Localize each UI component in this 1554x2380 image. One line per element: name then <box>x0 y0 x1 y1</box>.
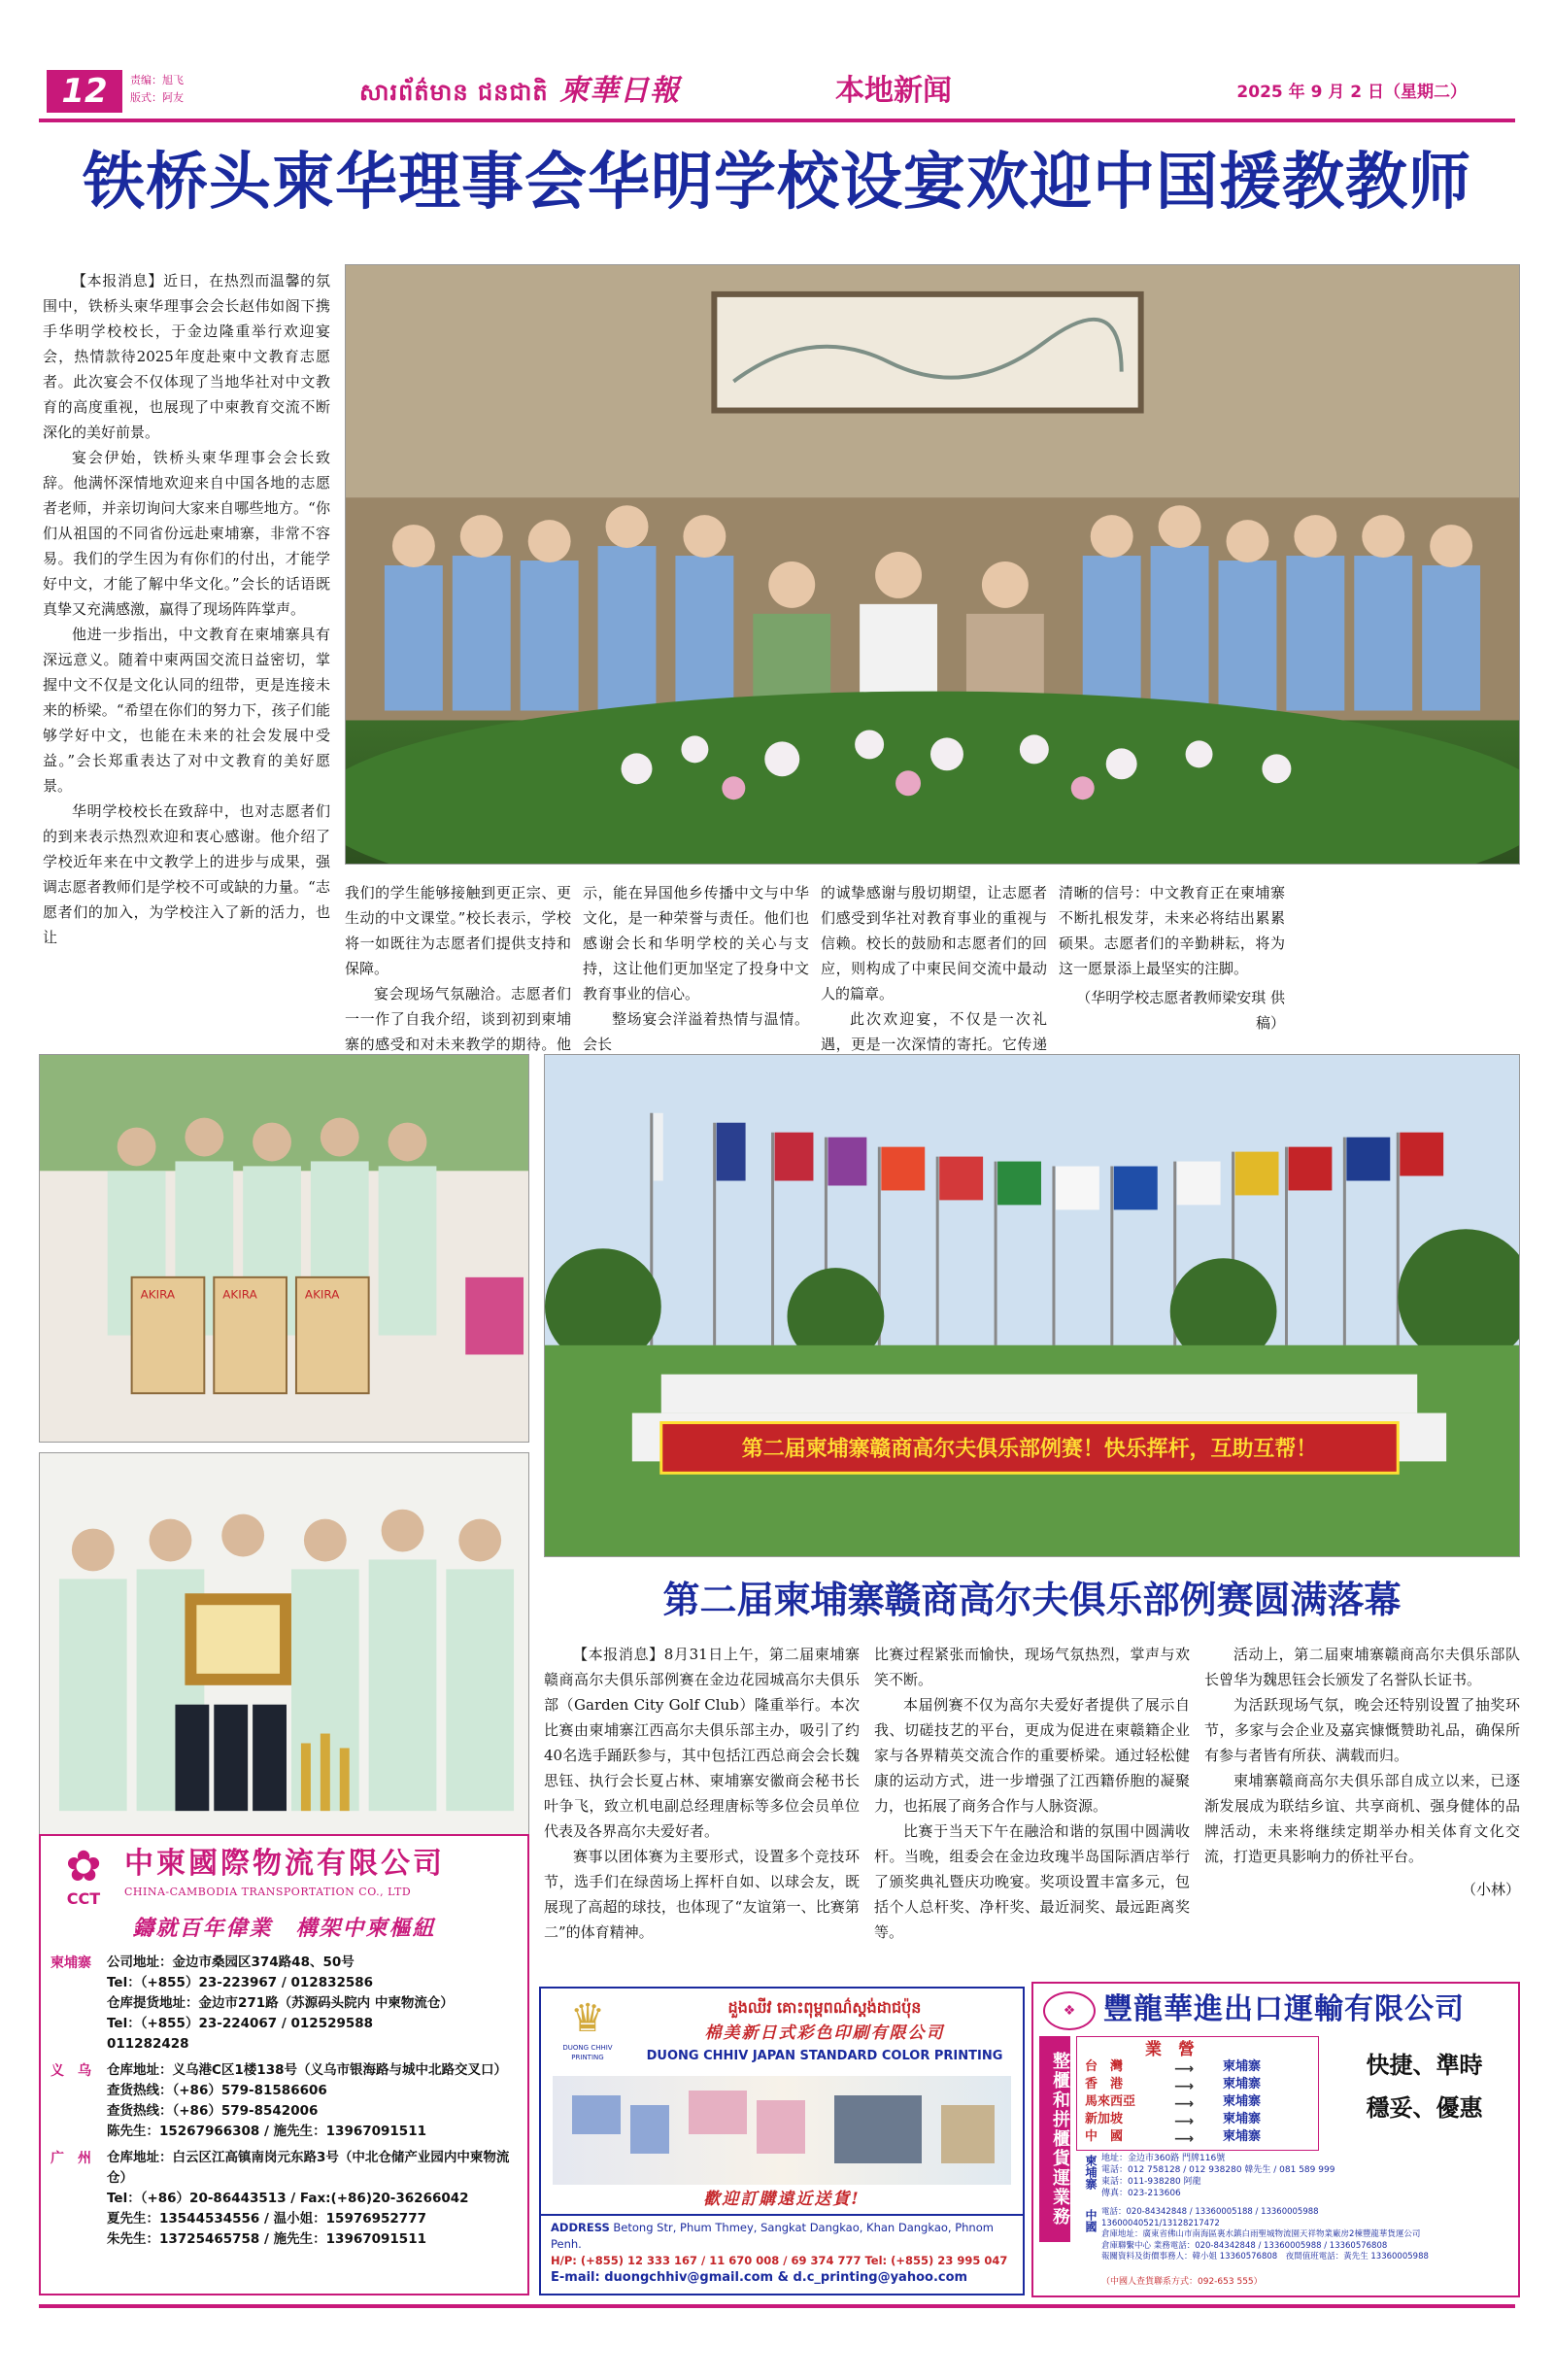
duong-chhiv-printing-ad <box>539 1987 1025 2295</box>
contact-line: 仓库提货地址：金边市271路（苏源码头院内 中柬物流仓） <box>107 1995 454 2011</box>
duong-title-khmer: ដួងឈីវ គោះពុម្ពពណ៌ស្តង់ដាជប៉ុន <box>727 1998 922 2017</box>
motto-line: 快捷、準時 <box>1366 2052 1483 2079</box>
contact-line: 倉庫聯繫中心 業務電話：020-84342848 / 13360005988 / 13360576808 <box>1101 2240 1388 2251</box>
story1-column-4 <box>821 880 1047 1082</box>
route-origin: 香 港 <box>1085 2077 1124 2091</box>
paragraph: 华明学校校长在致辞中，也对志愿者们的到来表示热烈欢迎和衷心感谢。他介绍了学校近年来在中文教学上的进步与成果，强调志愿者教师们是学校不可或缺的力量。“志愿者们的加入，为学校注入了新的活力，也让 <box>43 802 330 946</box>
duong-phone: H/P: (+855) 12 333 167 / 11 670 008 / 69 374 777 Tel: (+855) 23 995 047 <box>551 2254 1008 2267</box>
flh-kh-contacts <box>1101 2153 1514 2199</box>
masthead <box>359 70 680 114</box>
paragraph: 清晰的信号：中文教育正在柬埔寨不断扎根发芽，未来必将结出累累硕果。志愿者们的辛勤耕耘，将为这一愿景添上最坚实的注脚。 <box>1059 884 1285 977</box>
flh-logo: ❖ <box>1043 1991 1096 2030</box>
page-header <box>0 0 1554 126</box>
contact-line: Tel：（+855）23-224067 / 012529588 <box>107 2016 374 2031</box>
paragraph: 此次欢迎宴，不仅是一次礼遇，更是一次深情的寄托。它传递 <box>821 1010 1047 1053</box>
byline: （华明学校志愿者教师梁安琪 供稿） <box>1076 989 1285 1032</box>
flh-region-cn: 中國 <box>1084 2209 1098 2232</box>
contact-line: 仓库地址：白云区江高镇南岗元东路3号（中北仓储产业园内中柬物流仓） <box>107 2150 510 2186</box>
duong-title-en: DUONG CHHIV JAPAN STANDARD COLOR PRINTING <box>646 2049 1003 2063</box>
contact-line: 傳真：023-213606 <box>1101 2189 1181 2198</box>
contact-line: 地址：金边市360路 門牌116號 <box>1101 2154 1226 2163</box>
editor-credits <box>130 72 184 107</box>
paragraph: 宴会伊始，铁桥头柬华理事会会长致辞。他满怀深情地欢迎来自中国各地的志愿者老师，并亲切询问大家来自哪些地方。“你们从祖国的不同省份远赴柬埔寨，非常不容易。我们的学生因为有你们的付出，才能学好中文，才能了解中华文化。”会长的话语既真挚又充满感激，赢得了现场阵阵掌声。 <box>43 449 330 618</box>
flh-routes <box>1076 2036 1319 2151</box>
issue-date: 2025 年 9 月 2 日（星期二） <box>1236 83 1467 102</box>
box-label: AKIRA <box>140 1287 176 1302</box>
paragraph: 的诚挚感谢与殷切期望，让志愿者们感受到华社对教育事业的重视与信赖。校长的鼓励和志愿者们的回应，则构成了中柬民间交流中最动人的篇章。 <box>821 884 1047 1003</box>
flh-motto <box>1334 2044 1514 2129</box>
contact-line: 011282428 <box>107 2036 189 2052</box>
duong-logo-text: DUONG CHHIV PRINTING <box>562 2044 613 2061</box>
paragraph: 比赛过程紧张而愉快，现场气氛热烈，掌声与欢笑不断。 <box>874 1646 1190 1688</box>
cct-contacts <box>51 1953 522 2250</box>
story2-column-2 <box>874 1642 1190 1945</box>
route-destination: 柬埔寨 <box>1223 2112 1262 2126</box>
story1-column-3 <box>583 880 809 1057</box>
flh-business-label: 業 營 <box>1145 2040 1195 2059</box>
address-label: ADDRESS <box>551 2221 610 2234</box>
contact-line: 仓库地址：义乌港C区1楼138号（义乌市银海路与城中北路交叉口） <box>107 2062 507 2078</box>
motto-line: 穩妥、優惠 <box>1366 2094 1483 2122</box>
masthead-khmer: សារព័ត៌មាន ជនជាតិ <box>359 78 549 106</box>
contact-line: 朱先生：13725465758 / 施先生：13967091511 <box>107 2231 426 2247</box>
paragraph: 赛事以团体赛为主要形式，设置多个竞技环节，选手们在绿茵场上挥杆自如、以球会友，既展现了高超的球技，也体现了“友谊第一、比赛第二”的体育精神。 <box>544 1848 860 1941</box>
golf-banner: 第二届柬埔寨赣商高尔夫俱乐部例赛！快乐挥杆，互助互帮！ <box>741 1437 1318 1462</box>
contact-line: 報關資料及街價事務人：韓小姐 13360576808 夜間值班電話：黃先生 13360005988 <box>1101 2252 1429 2261</box>
cct-name-en: CHINA-CAMBODIA TRANSPORTATION CO., LTD <box>124 1886 412 1898</box>
cct-logistics-ad <box>39 1834 529 2295</box>
byline: （小林） <box>1461 1881 1520 1898</box>
flh-region-kh: 柬埔寨 <box>1084 2155 1098 2190</box>
cct-name-cn: 中柬國際物流有限公司 <box>124 1847 445 1881</box>
cct-region: 广 州 <box>51 2151 91 2166</box>
route-origin: 新加坡 <box>1085 2112 1124 2126</box>
duong-title-cn: 棉美新日式彩色印刷有限公司 <box>704 2023 945 2043</box>
paragraph: 活动上，第二届柬埔寨赣商高尔夫俱乐部队长曾华为魏思钰会长颁发了名誉队长证书。 <box>1204 1646 1520 1688</box>
flh-name: 豐龍華進出口運輸有限公司 <box>1103 1992 1465 2026</box>
box-label: AKIRA <box>222 1287 257 1302</box>
story2-column-1 <box>544 1642 860 1945</box>
footer-rule <box>39 2304 1515 2308</box>
paragraph: 整场宴会洋溢着热情与温情。会长 <box>583 1010 809 1053</box>
paragraph: 比赛于当天下午在融洽和谐的氛围中圆满收杆。当晚，组委会在金边玫瑰半岛国际酒店举行了颁奖典礼暨庆功晚宴。奖项设置丰富多元，包括个人总杆奖、净杆奖、最近洞奖、最远距离奖等。 <box>874 1822 1190 1941</box>
box-label: AKIRA <box>304 1287 340 1302</box>
contact-line: 查货热线：（+86）579-8542006 <box>107 2103 319 2119</box>
flh-cn-contacts <box>1101 2207 1514 2263</box>
story1-column-2 <box>345 880 571 1082</box>
golf-prize-photo <box>39 1054 529 1443</box>
paragraph: 为活跃现场气氛，晚会还特别设置了抽奖环节，多家与会企业及嘉宾慷慨赞助礼品，确保所有参与者皆有所获、满载而归。 <box>1204 1696 1520 1764</box>
route-destination: 柬埔寨 <box>1223 2059 1262 2074</box>
story1-headline: 铁桥头柬华理事会华明学校设宴欢迎中国援教教师 <box>83 147 1471 219</box>
contact-line: Tel：（+86）20-86443513 / Fax:(+86)20-36266042 <box>107 2191 469 2206</box>
story2-headline: 第二届柬埔寨赣商高尔夫俱乐部例赛圆满落幕 <box>662 1579 1402 1621</box>
cct-region-block <box>51 1953 522 2055</box>
contact-line: 夏先生：13544534556 / 温小姐：15976952777 <box>107 2211 426 2227</box>
paragraph: 宴会现场气氛融洽。志愿者们一一作了自我介绍，谈到初到柬埔寨的感受和对未来教学的期待。他 <box>345 985 571 1053</box>
paragraph: 柬埔寨赣商高尔夫俱乐部自成立以来，已逐渐发展成为联结乡谊、共享商机、强身健体的品牌活动，未来将继续定期举办相关体育文化交流，打造更具影响力的侨社平台。 <box>1204 1772 1520 1865</box>
golf-award-photo <box>39 1452 529 1841</box>
layout-line: 版式：阿友 <box>130 91 184 104</box>
cct-region: 义 乌 <box>51 2063 91 2079</box>
paragraph: 我们的学生能够接触到更正宗、更生动的中文课堂。”校长表示，学校将一如既往为志愿者们提供支持和保障。 <box>345 884 571 977</box>
duong-contact <box>551 2220 1017 2286</box>
duong-address: Betong Str, Phum Thmey, Sangkat Dangkao, Khan Dangkao, Phnom Penh. <box>551 2221 994 2251</box>
duong-email: E-mail: duongchhiv@gmail.com & d.c_printing@yahoo.com <box>551 2270 968 2285</box>
cct-region: 柬埔寨 <box>51 1955 91 1971</box>
editor-line: 责编：旭飞 <box>130 74 184 86</box>
route-origin: 中 國 <box>1085 2129 1124 2144</box>
flh-footnote: （中國人查貨聯系方式：092-653 555） <box>1101 2277 1263 2287</box>
banquet-photo <box>345 264 1520 865</box>
cct-logo: ✿ CCT <box>51 1844 117 1910</box>
paragraph: 示，能在异国他乡传播中文与中华文化，是一种荣誉与责任。他们也感谢会长和华明学校的关心与支持，这让他们更加坚定了投身中文教育事业的信心。 <box>583 884 809 1003</box>
golf-group-photo <box>544 1054 1520 1557</box>
story2-column-3 <box>1204 1642 1520 1902</box>
paragraph: 【本报消息】8月31日上午，第二届柬埔寨赣商高尔夫俱乐部例赛在金边花园城高尔夫俱乐部（Garden City Golf Club）隆重举行。本次比赛由柬埔寨江西高尔夫俱乐部主办，吸引了约40名选手踊跃参与，其中包括江西总商会会长魏思钰、执行会长夏占林、柬埔寨安徽商会秘书长叶争飞，致立机电副总经理唐标等多位会员单位代表及各界高尔夫爱好者。 <box>544 1646 860 1840</box>
route-destination: 柬埔寨 <box>1223 2129 1262 2144</box>
feng-long-hua-shipping-ad <box>1031 1982 1520 2297</box>
cct-logo-text: CCT <box>66 1889 101 1908</box>
story1-column-1 <box>43 268 330 950</box>
route-destination: 柬埔寨 <box>1223 2094 1262 2109</box>
divider <box>541 2214 1023 2216</box>
contact-line: 公司地址：金边市桑园区374路48、50号 <box>107 1955 355 1970</box>
section-title: 本地新闻 <box>835 74 952 108</box>
story1-column-5 <box>1059 880 1285 1036</box>
duong-logo: ♛ DUONG CHHIV PRINTING <box>549 1994 626 2072</box>
contact-line: 電話：020-84342848 / 13360005188 / 13360005988 <box>1101 2207 1319 2217</box>
paragraph: 他进一步指出，中文教育在柬埔寨具有深远意义。随着中柬两国交流日益密切，掌握中文不仅是文化认同的纽带，更是连接未来的桥梁。“希望在你们的努力下，孩子们能够学好中文，也能在未来的社会发展中受益。”会长郑重表达了对中文教育的美好愿景。 <box>43 626 330 795</box>
page-number: 12 <box>47 70 122 113</box>
contact-line: 查货热线：（+86）579-81586606 <box>107 2083 327 2098</box>
paragraph: 本届例赛不仅为高尔夫爱好者提供了展示自我、切磋技艺的平台，更成为促进在柬赣籍企业家与各界精英交流合作的重要桥梁。通过轻松健康的运动方式，进一步增强了江西籍侨胞的凝聚力，也拓展了商务合作与人脉资源。 <box>874 1696 1190 1815</box>
contact-line: 13600040521/13128217472 <box>1101 2218 1220 2228</box>
cct-region-block <box>51 2060 522 2142</box>
duong-welcome: 歡迎訂購遠近送貨! <box>703 2190 861 2209</box>
printing-samples-image <box>553 2076 1011 2185</box>
masthead-cn: 柬華日報 <box>559 74 681 108</box>
contact-line: 倉庫地址：廣東省佛山市南海區裏水鎮白雨聖城物流園天祥物業廠房2棟豐龍華貨運公司 <box>1101 2229 1421 2239</box>
route-destination: 柬埔寨 <box>1223 2077 1262 2091</box>
paragraph: 【本报消息】近日，在热烈而温馨的氛围中，铁桥头柬华理事会会长赵伟如阁下携手华明学校校长，于金边隆重举行欢迎宴会，热情款待2025年度赴柬中文教育志愿者。此次宴会不仅体现了当地华社对中文教育的高度重视，也展现了中柬教育交流不断深化的美好前景。 <box>43 272 330 441</box>
cct-region-block <box>51 2148 522 2250</box>
flh-vertical-label: 整櫃和拼櫃貨運業務 <box>1039 2036 1070 2242</box>
contact-line: 電話：012 758128 / 012 938280 韓先生 / 081 589 999 <box>1101 2165 1335 2175</box>
cct-slogan: 鑄就百年偉業 構架中柬樞紐 <box>132 1916 436 1941</box>
route-origin: 馬來西亞 <box>1085 2094 1136 2109</box>
contact-line: 東話：011-938280 阿龍 <box>1101 2177 1201 2187</box>
route-arrows: ⟶ ⟶ ⟶ ⟶ ⟶ <box>1174 2061 1195 2147</box>
contact-line: 陈先生：15267966308 / 施先生：13967091511 <box>107 2124 426 2139</box>
route-origin: 台 灣 <box>1085 2059 1124 2074</box>
header-rule <box>39 119 1515 122</box>
contact-line: Tel：（+855）23-223967 / 012832586 <box>107 1975 374 1990</box>
